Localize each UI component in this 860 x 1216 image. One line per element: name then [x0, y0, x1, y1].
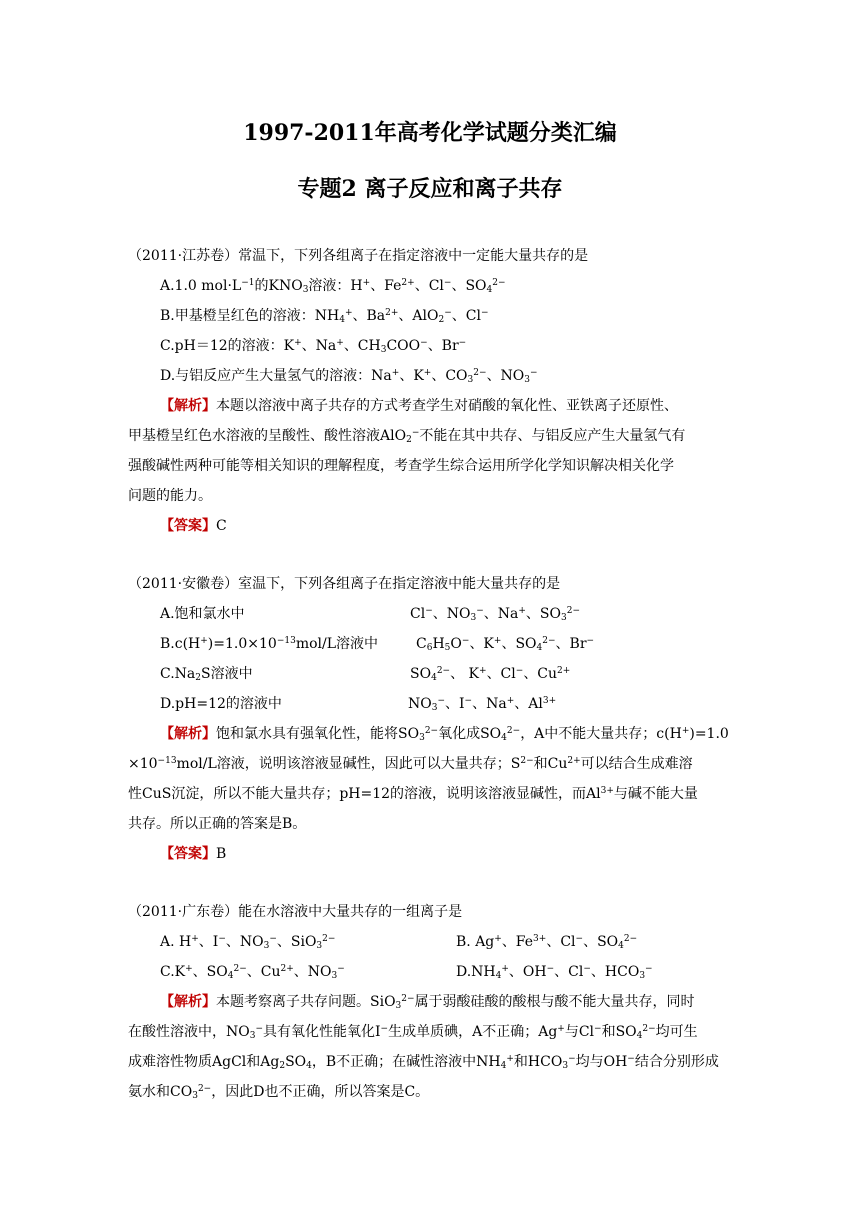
q3-option-b: B. Ag+、$Fe^{3+}$、Cl−、$SO_4^{2-}$	[456, 934, 638, 951]
q3-option-a: A. H+、I−、$NO_3^-$、SiO$_3^{2-}$	[160, 934, 336, 951]
q3-option-c: C.K+、$SO_4^{2-}$、$Cu^{2+}$、$NO_3^-$	[160, 964, 345, 981]
q2-explanation-line-4: 共存。所以正确的答案是B。	[128, 816, 307, 832]
page-subtitle: 专题2 离子反应和离子共存	[297, 176, 563, 202]
q2-stem: （2011·安徽卷）室温下，下列各组离子在指定溶液中能大量共存的是	[128, 576, 561, 592]
q1-explanation-line-3: 强酸碱性两种可能等相关知识的理解程度，考查学生综合运用所学化学知识解决相关化学	[128, 458, 674, 474]
q1-explanation-line-4: 问题的能力。	[128, 488, 212, 504]
q3-explanation-line-1: 【解析】本题考察离子共存问题。SiO$_3^{2-}$属于弱酸硅酸的酸根与酸不能大量共存，同时	[160, 994, 695, 1011]
q1-option-c: C.pH＝12的溶液：K+、Na+、$CH_3COO^-$、Br−	[160, 338, 467, 355]
q3-explanation-line-2: 在酸性溶液中，$NO_3^-$具有氧化性能氧化I−生成单质碘，A不正确；Ag+与Cl−和$SO_4^{2-}$均可生	[128, 1024, 698, 1041]
q1-answer: 【答案】C	[160, 518, 227, 534]
q1-explanation-line-2: 甲基橙呈红色水溶液的呈酸性、酸性溶液AlO$_2$−不能在其中共存、与铝反应产生大量氢气有	[128, 428, 686, 445]
q1-explanation-line-1: 【解析】本题以溶液中离子共存的方式考查学生对硝酸的氧化性、亚铁离子还原性、	[160, 398, 678, 414]
q1-option-a: A.1.0 $mol\cdot L^{-1}$的$KNO_3$溶液：H+、$Fe^{2+}$、Cl−、$SO_4^{2-}$	[160, 278, 506, 295]
q1-stem: （2011·江苏卷）常温下，下列各组离子在指定溶液中一定能大量共存的是	[128, 248, 589, 264]
q1-option-b: B.甲基橙呈红色的溶液：$NH_4^+$、$Ba^{2+}$、AlO$_2$−、Cl−	[160, 308, 489, 325]
q1-option-d: D.与铝反应产生大量氢气的溶液：Na+、K+、$CO_3^{2-}$、$NO_3^-$	[160, 368, 538, 385]
q3-stem: （2011·广东卷）能在水溶液中大量共存的一组离子是	[128, 904, 463, 920]
q3-explanation-line-3: 成难溶性物质AgCl和$Ag_2SO_4$，B不正确；在碱性溶液中$NH_4^+$和$HCO_3^-$均与OH−结合分别形成	[128, 1054, 719, 1071]
q3-explanation-line-4: 氨水和$CO_3^{2-}$，因此D也不正确，所以答案是C。	[128, 1084, 430, 1101]
q2-explanation-line-1: 【解析】饱和氯水具有强氧化性，能将$SO_3^{2-}$氧化成$SO_4^{2-}$，A中不能大量共存；c(H+)=1.0	[160, 726, 729, 743]
q2-explanation-line-2: $\times 10^{-13}mol/L$溶液，说明该溶液显碱性，因此可以大量共存；$S^{2-}$和$Cu^{2+}$可以结合生成难溶	[128, 756, 693, 772]
page-title: 1997-2011年高考化学试题分类汇编	[243, 120, 617, 146]
q3-option-d: $D.NH_4^+$、OH−、Cl−、$HCO_3^-$	[456, 964, 653, 981]
q2-answer: 【答案】B	[160, 846, 227, 862]
q2-explanation-line-3: 性CuS沉淀，所以不能大量共存；pH=12的溶液，说明该溶液显碱性，而$Al^{3+}$与碱不能大量	[128, 786, 698, 802]
